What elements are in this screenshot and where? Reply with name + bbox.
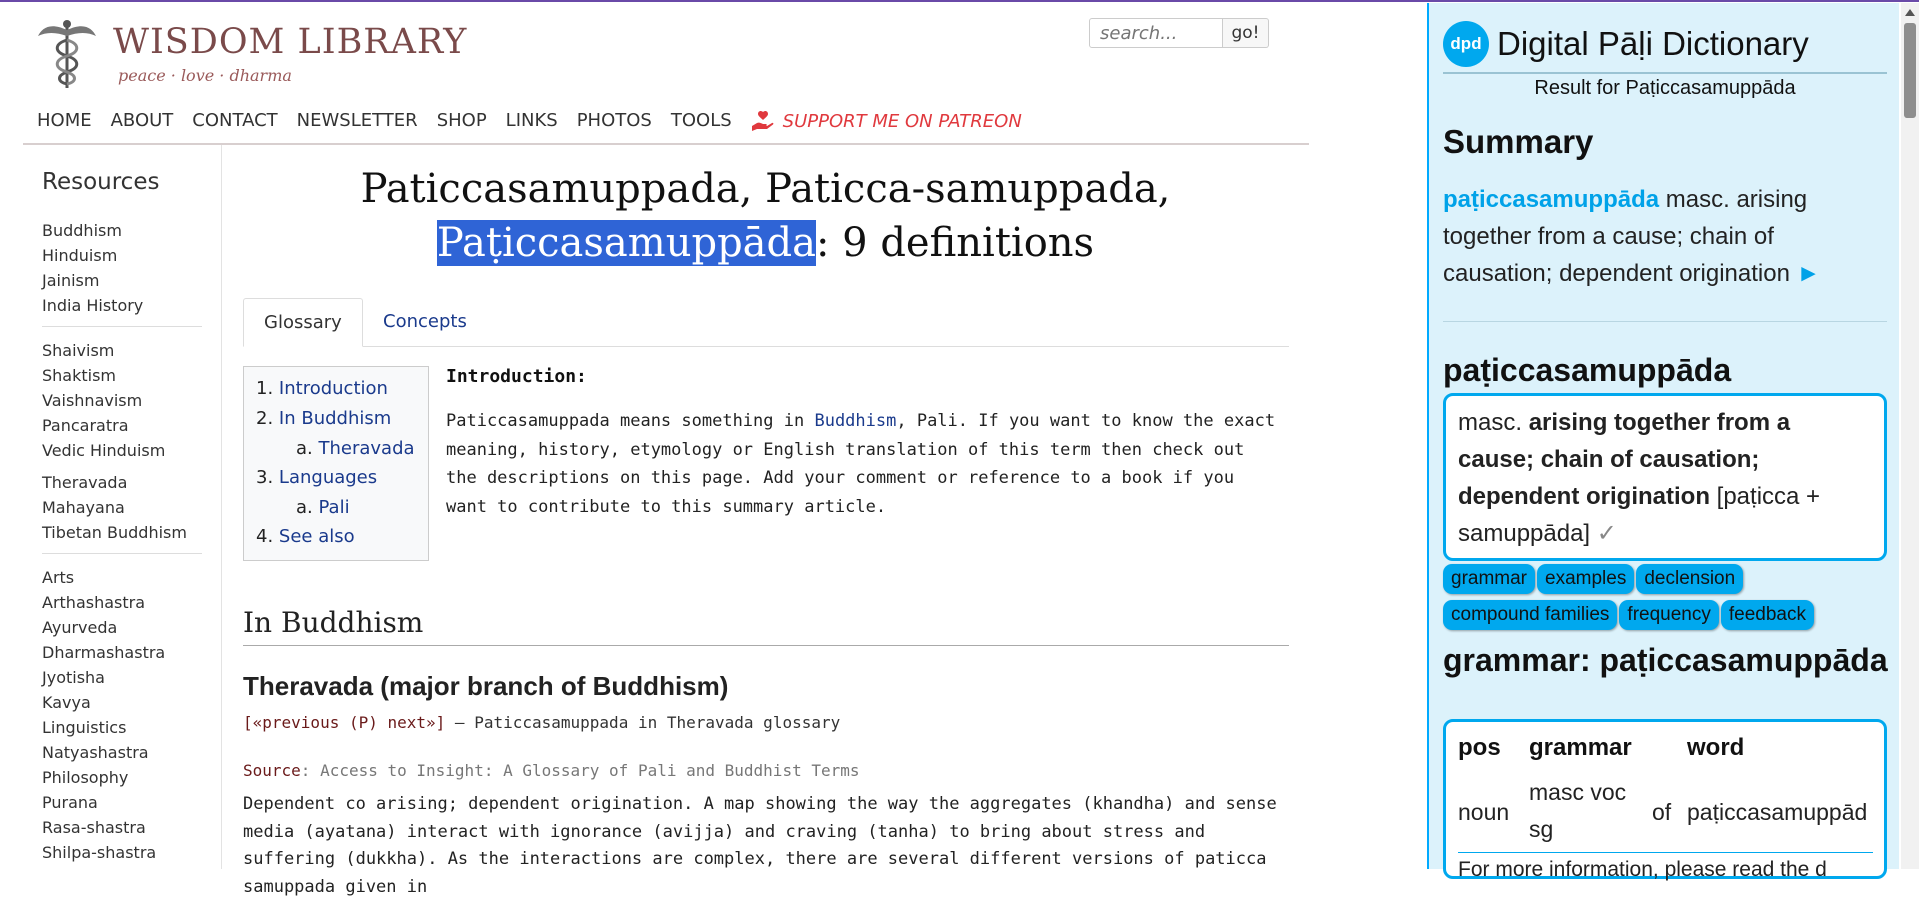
sidebar-item-ayurveda[interactable]: Ayurveda (42, 618, 118, 637)
page-scrollbar[interactable] (1901, 3, 1919, 869)
dpd-result-for: Result for Paṭiccasamuppāda (1534, 77, 1796, 99)
sidebar-item-mahayana[interactable]: Mahayana (42, 498, 125, 517)
nav-newsletter[interactable]: NEWSLETTER (296, 110, 418, 131)
dpd-summary-heading: Summary (1443, 123, 1594, 160)
table-of-contents (243, 366, 429, 561)
dpd-divider (1443, 72, 1887, 74)
sidebar-item-arthashastra[interactable]: Arthashastra (42, 593, 146, 612)
subsection-heading: Theravada (major branch of Buddhism) (243, 671, 729, 701)
grammar-header-word: word (1687, 734, 1745, 761)
intro-paragraph (446, 407, 1276, 521)
search-go-button[interactable]: go! (1223, 18, 1269, 48)
intro-text-pre: Paticcasamuppada means something in (446, 411, 815, 431)
sidebar-separator (42, 326, 202, 327)
sidebar-item-kavya[interactable]: Kavya (42, 693, 91, 712)
dpd-feedback-button[interactable]: feedback (1721, 600, 1814, 630)
dpd-card-construction: [paṭicca + samuppāda] (1458, 483, 1821, 547)
section-heading: In Buddhism (243, 606, 1289, 646)
dpd-summary-text (1443, 181, 1883, 292)
patreon-hand-heart-icon (751, 110, 775, 132)
caduceus-logo-icon[interactable] (36, 18, 98, 94)
dpd-definition-card (1443, 393, 1887, 561)
page-title-line1: Paticcasamuppada, Paticca-samuppada, (360, 166, 1171, 212)
dpd-button-row (1443, 564, 1893, 636)
sidebar-item-vaishnavism[interactable]: Vaishnavism (42, 391, 143, 410)
dpd-headword: paṭiccasamuppāda (1443, 352, 1732, 388)
sidebar-item-purana[interactable]: Purana (42, 793, 98, 812)
dpd-side-panel (1427, 3, 1899, 881)
site-tagline: peace · love · dharma (118, 66, 292, 85)
toc-number: 2. (256, 408, 274, 429)
dpd-compound-families-button[interactable]: compound families (1443, 600, 1617, 630)
tab-glossary[interactable]: Glossary (243, 298, 363, 347)
dpd-declension-button[interactable]: declension (1636, 564, 1743, 594)
sidebar-item-jyotisha[interactable]: Jyotisha (42, 668, 105, 687)
grammar-cell-of: of (1652, 799, 1672, 825)
toc-number: a. (296, 438, 313, 459)
sidebar-item-arts[interactable]: Arts (42, 568, 75, 587)
toc-link-languages[interactable]: Languages (278, 467, 378, 488)
dpd-divider (1443, 321, 1887, 322)
toc-item (296, 497, 350, 518)
source-label: Source (243, 761, 301, 780)
toc-link-theravada[interactable]: Theravada (318, 438, 415, 459)
nav-contact[interactable]: CONTACT (192, 110, 278, 131)
dpd-title: Digital Pāḷi Dictionary (1497, 25, 1809, 62)
sidebar-item-buddhism[interactable]: Buddhism (42, 221, 122, 240)
sidebar-item-pancaratra[interactable]: Pancaratra (42, 416, 129, 435)
sidebar-separator (42, 553, 202, 554)
intro-heading: Introduction: (446, 366, 587, 387)
sidebar-spacer (42, 466, 202, 467)
grammar-header-pos: pos (1458, 734, 1501, 761)
nav-home[interactable]: HOME (37, 110, 92, 131)
toc-number: 4. (256, 526, 274, 547)
dpd-summary-headword[interactable]: paṭiccasamuppāda (1443, 186, 1660, 213)
prev-next-link[interactable]: [«previous (P) next»] (243, 713, 446, 732)
nav-photos[interactable]: PHOTOS (576, 110, 652, 131)
page-title-highlight: Paṭiccasamuppāda (436, 220, 816, 266)
definition-paragraph: Dependent co arising; dependent origination. A map showing the way the aggregates (khandha) and sense media (ayatana) interact with ignorance (avijja) and craving (tanha) to bring about stress and suffering (dukkha). As the interactions are complex, there are several different versions of paticca samuppada given in (243, 794, 1277, 897)
nav-tools[interactable]: TOOLS (670, 110, 732, 131)
scroll-thumb[interactable] (1904, 23, 1916, 118)
nav-about[interactable]: ABOUT (110, 110, 174, 131)
nav-patreon[interactable] (751, 110, 1041, 132)
dpd-frequency-button[interactable]: frequency (1619, 600, 1718, 630)
sidebar-item-philosophy[interactable]: Philosophy (42, 768, 129, 787)
main-nav (37, 110, 1060, 132)
intro-link-buddhism[interactable]: Buddhism (814, 411, 897, 431)
sidebar-item-natyashastra[interactable]: Natyashastra (42, 743, 149, 762)
toc-item (256, 408, 391, 429)
grammar-header-grammar: grammar (1529, 734, 1632, 761)
page-title-rest: : 9 definitions (815, 220, 1095, 266)
grammar-table-rule (1458, 852, 1873, 853)
scroll-up-arrow-icon[interactable] (1905, 9, 1915, 16)
prev-next-text: — Paticcasamuppada in Theravada glossary (445, 713, 841, 732)
dpd-card-meaning: arising together from a cause; chain of causation; dependent origination (1458, 409, 1791, 510)
dpd-summary-definition: masc. arising together from a cause; chain of causation; dependent origination (1443, 186, 1808, 287)
sidebar-title: Resources (42, 169, 160, 195)
resources-sidebar (23, 145, 222, 869)
dpd-grammar-heading: grammar: paṭiccasamuppāda (1443, 642, 1888, 678)
checkmark-icon: ✓ (1596, 520, 1617, 547)
toc-item (296, 438, 415, 459)
sidebar-item-tibetan-buddhism[interactable]: Tibetan Buddhism (42, 523, 187, 542)
sidebar-item-vedic-hinduism[interactable]: Vedic Hinduism (42, 441, 166, 460)
dpd-logo-icon: dpd (1443, 21, 1489, 67)
toc-item (256, 467, 377, 488)
prev-next-nav (243, 713, 840, 732)
sidebar-item-shaktism[interactable]: Shaktism (42, 366, 117, 385)
source-line (243, 761, 860, 780)
toc-number: 3. (256, 467, 274, 488)
tab-concepts[interactable]: Concepts (383, 311, 467, 332)
site-name[interactable]: WISDOM LIBRARY (113, 22, 468, 62)
grammar-cell-word: paṭiccasamuppād (1687, 799, 1868, 825)
toc-link-introduction[interactable]: Introduction (278, 378, 388, 399)
sidebar-item-jainism[interactable]: Jainism (42, 271, 100, 290)
content-tabs (243, 298, 1289, 347)
sidebar-item-rasa-shastra[interactable]: Rasa-shastra (42, 818, 146, 837)
toc-number: a. (296, 497, 313, 518)
nav-links[interactable]: LINKS (505, 110, 558, 131)
sidebar-list (42, 218, 202, 865)
sidebar-item-india-history[interactable]: India History (42, 296, 144, 315)
sidebar-item-dharmashastra[interactable]: Dharmashastra (42, 643, 166, 662)
dpd-grammar-more: For more information, please read the d (1458, 858, 1827, 881)
toc-link-see-also[interactable]: See also (278, 526, 355, 547)
sidebar-item-theravada[interactable]: Theravada (42, 473, 128, 492)
sidebar-item-shilpa-shastra[interactable]: Shilpa-shastra (42, 843, 157, 862)
search-input[interactable] (1089, 18, 1223, 48)
sidebar-item-shaivism[interactable]: Shaivism (42, 341, 115, 360)
window-top-border (0, 0, 1919, 2)
source-text[interactable]: : Access to Insight: A Glossary of Pali and Buddhist Terms (300, 761, 860, 780)
toc-item (256, 378, 388, 399)
toc-link-in-buddhism[interactable]: In Buddhism (278, 408, 392, 429)
grammar-cell-grammar: masc voc sg (1529, 779, 1627, 842)
sidebar-item-hinduism[interactable]: Hinduism (42, 246, 118, 265)
intro-text-post: , Pali. If you want to know the exact meaning, history, etymology or English translation of this term then check out the descriptions on this page. Add your comment or reference to a book if you want to contribute to this summary article. (446, 411, 1276, 517)
sidebar-item-linguistics[interactable]: Linguistics (42, 718, 127, 737)
toc-link-pali[interactable]: Pali (318, 497, 350, 518)
play-arrow-icon[interactable]: ► (1796, 260, 1821, 287)
dpd-grammar-table (1443, 719, 1887, 879)
patreon-label: SUPPORT ME ON PATREON (782, 110, 1022, 132)
dpd-examples-button[interactable]: examples (1537, 564, 1634, 594)
page-title (243, 162, 1288, 270)
toc-number: 1. (256, 378, 274, 399)
dpd-card-pos: masc. (1458, 409, 1529, 436)
grammar-cell-pos: noun (1458, 799, 1510, 825)
dpd-grammar-button[interactable]: grammar (1443, 564, 1535, 594)
site-search (1089, 18, 1269, 48)
nav-shop[interactable]: SHOP (436, 110, 487, 131)
toc-item (256, 526, 355, 547)
